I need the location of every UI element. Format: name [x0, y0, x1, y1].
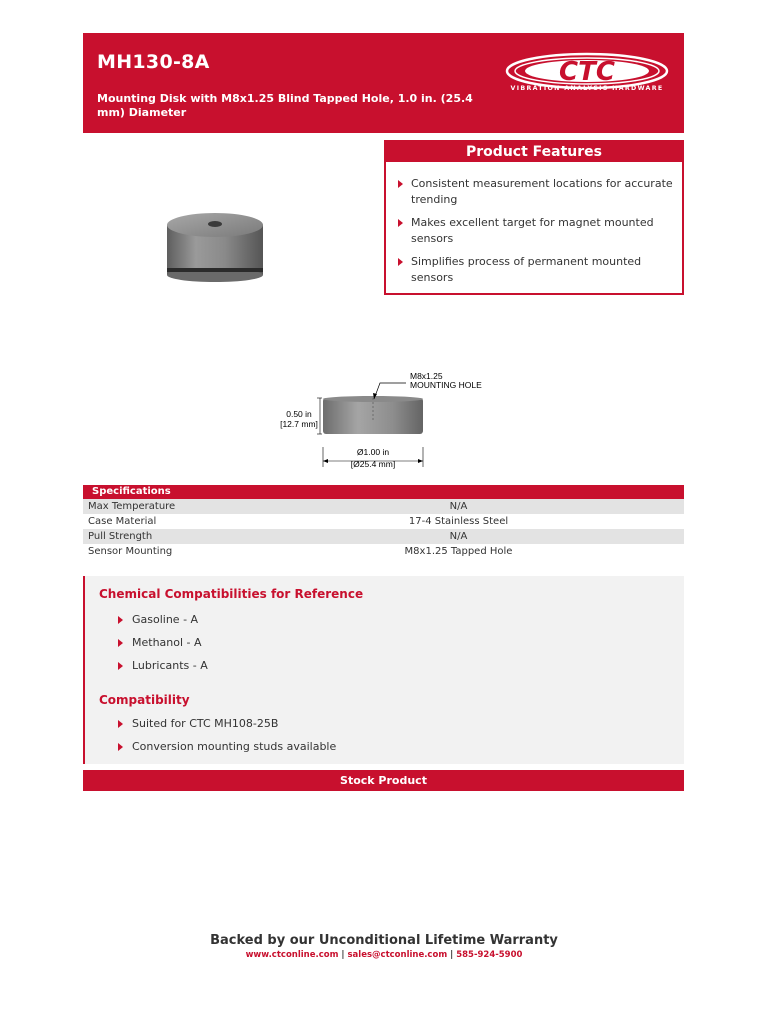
product-subtitle: Mounting Disk with M8x1.25 Blind Tapped Hole, 1.0 in. (25.4 mm) Diameter — [97, 92, 473, 119]
bullet-arrow-icon — [118, 743, 123, 751]
feature-item: Simplifies process of permanent mounted sensors — [396, 254, 674, 286]
product-features-box — [384, 140, 684, 295]
diameter-label-in: Ø1.00 in — [356, 447, 390, 457]
ctc-logo — [504, 49, 670, 121]
website-link[interactable]: www.ctconline.com — [245, 950, 339, 960]
specifications-table — [83, 485, 684, 559]
table-row: Sensor Mounting M8x1.25 Tapped Hole — [83, 544, 684, 559]
height-label-mm: [12.7 mm] — [280, 419, 318, 429]
list-item: Conversion mounting studs available — [116, 740, 336, 763]
contact-line — [0, 950, 768, 960]
header-banner — [83, 33, 684, 133]
list-item: Lubricants - A — [116, 659, 208, 682]
product-features-title: Product Features — [386, 142, 682, 162]
logo-wordmark: CTC — [559, 57, 615, 87]
hole-label-line1: M8x1.25 — [410, 371, 443, 381]
table-row: Pull Strength N/A — [83, 529, 684, 544]
separator: | — [450, 950, 454, 960]
dimension-drawing — [270, 365, 500, 475]
bullet-arrow-icon — [118, 616, 123, 624]
table-row: Case Material 17-4 Stainless Steel — [83, 514, 684, 529]
bullet-arrow-icon — [118, 662, 123, 670]
bullet-arrow-icon — [118, 639, 123, 647]
feature-item: Makes excellent target for magnet mounted sensors — [396, 215, 674, 247]
logo-tagline: VIBRATION ANALYSIS HARDWARE — [510, 85, 664, 92]
hole-label-line2: MOUNTING HOLE — [410, 380, 482, 390]
bullet-arrow-icon — [398, 258, 403, 266]
specifications-title: Specifications — [83, 485, 684, 499]
diameter-label-mm: [Ø25.4 mm] — [350, 459, 396, 469]
email-link[interactable]: sales@ctconline.com — [347, 950, 448, 960]
feature-item: Consistent measurement locations for accurate trending — [396, 176, 674, 208]
compatibility-panel — [83, 576, 684, 764]
product-title: MH130-8A — [97, 51, 210, 73]
footer — [0, 933, 768, 960]
product-photo — [160, 200, 270, 290]
table-row: Max Temperature N/A — [83, 499, 684, 514]
height-label-in: 0.50 in — [286, 409, 312, 419]
compatibility-list — [116, 717, 336, 763]
bullet-arrow-icon — [118, 720, 123, 728]
phone-number: 585-924-5900 — [456, 950, 523, 960]
stock-product-banner: Stock Product — [83, 770, 684, 791]
chemical-compat-title: Chemical Compatibilities for Reference — [99, 587, 364, 601]
list-item: Gasoline - A — [116, 613, 208, 636]
separator: | — [341, 950, 345, 960]
warranty-text: Backed by our Unconditional Lifetime Warranty — [210, 933, 558, 948]
bullet-arrow-icon — [398, 180, 403, 188]
list-item: Suited for CTC MH108-25B — [116, 717, 336, 740]
list-item: Methanol - A — [116, 636, 208, 659]
bullet-arrow-icon — [398, 219, 403, 227]
compatibility-title: Compatibility — [99, 693, 190, 707]
chemical-list — [116, 613, 208, 682]
features-list — [386, 162, 682, 286]
